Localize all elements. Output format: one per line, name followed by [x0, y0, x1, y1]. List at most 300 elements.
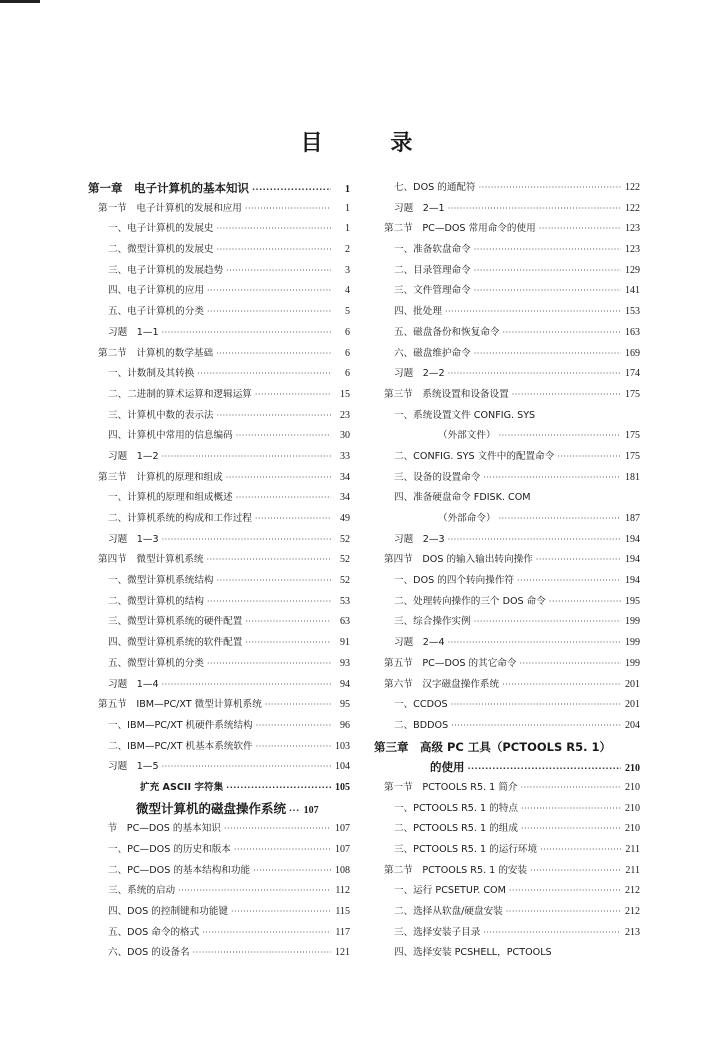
toc-entry-page: 210 — [625, 802, 640, 814]
toc-entry — [374, 323, 640, 344]
toc-entry-page: 95 — [340, 699, 350, 711]
toc-entry-title: 五、DOS 命令的格式 — [108, 926, 200, 938]
toc-entry-title: 第一节 PCTOOLS R5. 1 简介 — [384, 781, 518, 793]
page-title: 目 录 — [300, 131, 443, 156]
toc-entry-title: 习题 1—1 — [108, 326, 159, 338]
toc-entry-title: 第一节 电子计算机的发展和应用 — [98, 202, 242, 214]
toc-entry — [374, 261, 640, 282]
toc-entry — [374, 633, 640, 654]
toc-entry-title: 四、微型计算机系统的软件配置 — [108, 637, 243, 649]
toc-entry-title: 三、微型计算机系统的硬件配置 — [108, 616, 243, 628]
toc-entry-page: 6 — [345, 326, 350, 338]
toc-entry-page: 212 — [625, 885, 640, 897]
toc-entry — [88, 654, 350, 675]
leader-dots — [197, 364, 331, 385]
toc-entry-page: 153 — [625, 306, 640, 318]
toc-entry-page: 211 — [625, 864, 640, 876]
toc-entry-page: 52 — [340, 575, 350, 587]
toc-entry-title: 二、微型计算机的发展史 — [108, 244, 214, 256]
toc-entry-page: 93 — [340, 657, 350, 669]
toc-entry-page: 194 — [625, 575, 640, 587]
toc-entry-page: 6 — [345, 347, 350, 359]
toc-entry-title: 五、电子计算机的分类 — [108, 306, 204, 318]
toc-entry-page: 103 — [335, 740, 350, 752]
toc-entry-title: 四、DOS 的控制键和功能键 — [108, 906, 229, 918]
toc-entry-title: 一、微型计算机系统结构 — [108, 575, 214, 587]
leader-dots — [256, 716, 331, 737]
toc-entry — [374, 695, 640, 716]
toc-entry-title: 二、二进制的算术运算和逻辑运算 — [108, 388, 252, 400]
toc-entry-title: 四、电子计算机的应用 — [108, 285, 204, 297]
toc-entry — [88, 323, 350, 344]
toc-entry-page: 1 — [345, 223, 350, 235]
toc-entry-page: 212 — [625, 906, 640, 918]
toc-entry-page: 1 — [345, 202, 350, 214]
leader-dots — [509, 881, 621, 902]
toc-entry — [88, 840, 350, 861]
toc-entry-page: 195 — [625, 595, 640, 607]
leader-dots — [499, 426, 621, 447]
toc-entry-title: 第二节 计算机的数学基础 — [98, 347, 214, 359]
toc-entry-title: 第一章 电子计算机的基本知识 — [88, 181, 249, 195]
toc-entry-page: 175 — [625, 430, 640, 442]
leader-dots — [451, 716, 621, 737]
toc-entry-title: 一、计数制及其转换 — [108, 368, 195, 380]
leader-dots — [512, 385, 621, 406]
leader-dots — [474, 281, 621, 302]
toc-entry-page: 1 — [345, 184, 350, 195]
toc-entry — [88, 281, 350, 302]
toc-entry-title: 五、微型计算机的分类 — [108, 657, 204, 669]
toc-entry — [374, 364, 640, 385]
toc-entry-title: 习题 1—3 — [108, 533, 159, 545]
leader-dots — [226, 468, 331, 489]
leader-dots — [217, 240, 331, 261]
leader-dots — [255, 509, 331, 530]
leader-dots — [474, 261, 621, 282]
toc-entry — [374, 509, 640, 530]
toc-entry-title: 四、准备硬盘命令 FDISK. COM — [394, 492, 531, 504]
toc-entry — [374, 447, 640, 468]
toc-entry-title: 二、IBM—PC/XT 机基本系统软件 — [108, 740, 253, 752]
leader-dots — [499, 509, 621, 530]
leader-dots — [445, 302, 621, 323]
toc-entry-page: 34 — [340, 471, 350, 483]
toc-entry — [374, 488, 640, 509]
toc-entry-page: 210 — [625, 823, 640, 835]
toc-entry-page: 210 — [625, 763, 640, 775]
leader-dots — [474, 240, 621, 261]
toc-entry — [88, 799, 350, 820]
toc-entry — [374, 468, 640, 489]
toc-entry-page: 187 — [625, 513, 640, 524]
leader-dots — [520, 654, 622, 675]
toc-entry-page: 49 — [340, 513, 350, 524]
toc-entry-page: 2 — [345, 244, 350, 256]
leader-dots — [217, 406, 331, 427]
leader-dots — [207, 302, 331, 323]
toc-entry-page: 52 — [340, 533, 350, 545]
toc-entry — [88, 675, 350, 696]
toc-entry — [374, 675, 640, 696]
toc-entry-title: 微型计算机的磁盘操作系统 — [136, 800, 287, 816]
toc-entry-title: 第四节 微型计算机系统 — [98, 554, 204, 566]
toc-entry — [88, 778, 350, 799]
toc-entry — [88, 861, 350, 882]
toc-entry-title: 六、DOS 的设备名 — [108, 947, 190, 959]
toc-entry — [374, 799, 640, 820]
toc-entry-page: 213 — [625, 926, 640, 938]
toc-entry-page: 94 — [340, 678, 350, 690]
toc-entry-title: 二、BDDOS — [394, 719, 449, 731]
leader-dots — [207, 281, 331, 302]
leader-dots — [448, 530, 621, 551]
leader-dots — [517, 571, 621, 592]
toc-entry — [374, 902, 640, 923]
toc-entry-title: 第二节 PC—DOS 常用命令的使用 — [384, 223, 536, 235]
toc-entry — [88, 426, 350, 447]
toc-entry — [374, 426, 640, 447]
toc-entry-title: 三、PCTOOLS R5. 1 的运行环境 — [394, 844, 538, 855]
toc-entry-title: 一、计算机的原理和组成概述 — [108, 492, 233, 504]
toc-entry-page: 5 — [345, 306, 350, 318]
toc-entry-page: 15 — [340, 388, 350, 400]
toc-entry-page: 194 — [625, 554, 640, 566]
toc-entry — [374, 757, 640, 778]
toc-entry — [374, 612, 640, 633]
toc-entry-title: 二、CONFIG. SYS 文件中的配置命令 — [394, 450, 555, 462]
leader-dots — [231, 902, 331, 923]
toc-entry-title: 三、设备的设置命令 — [394, 471, 481, 483]
toc-entry — [374, 281, 640, 302]
toc-entry-title: 二、微型计算机的结构 — [108, 595, 204, 607]
leader-dots — [256, 737, 331, 758]
toc-entry — [88, 737, 350, 758]
toc-entry-page: 210 — [625, 781, 640, 793]
toc-entry-page: 169 — [625, 347, 640, 359]
leader-dots — [253, 861, 331, 882]
toc-entry-title: 三、文件管理命令 — [394, 285, 471, 297]
toc-entry-title: 第五节 PC—DOS 的其它命令 — [384, 657, 517, 669]
toc-entry-page: 204 — [625, 719, 640, 731]
toc-entry — [374, 840, 640, 861]
toc-entry-title: （外部文件） — [438, 430, 496, 442]
leader-dots — [521, 819, 621, 840]
leader-dots — [521, 778, 621, 799]
toc-entry — [374, 240, 640, 261]
toc-entry-title: 第三节 计算机的原理和组成 — [98, 471, 223, 483]
toc-entry-title: 五、磁盘备份和恢复命令 — [394, 326, 500, 338]
toc-entry-title: 六、磁盘维护命令 — [394, 347, 471, 359]
toc-entry-title: 习题 1—4 — [108, 678, 159, 690]
leader-dots — [245, 612, 331, 633]
leader-dots — [162, 530, 331, 551]
toc-entry-title: 一、PC—DOS 的历史和版本 — [108, 844, 231, 855]
leader-dots — [224, 819, 331, 840]
toc-entry — [374, 778, 640, 799]
toc-entry — [88, 178, 350, 199]
toc-entry-title: 一、运行 PCSETUP. COM — [394, 885, 506, 897]
toc-entry-title: 一、系统设置文件 CONFIG. SYS — [394, 409, 536, 421]
toc-entry-title: 一、CCDOS — [394, 699, 448, 711]
toc-entry-title: 二、目录管理命令 — [394, 264, 471, 276]
leader-dots — [539, 219, 621, 240]
toc-entry-title: 第二节 PCTOOLS R5. 1 的安装 — [384, 864, 528, 876]
toc-entry — [88, 468, 350, 489]
toc-entry-title: 三、综合操作实例 — [394, 616, 471, 628]
toc-entry — [88, 612, 350, 633]
toc-entry-page: 34 — [340, 492, 350, 504]
toc-entry-title: 一、DOS 的四个转向操作符 — [394, 575, 515, 587]
leader-dots — [162, 447, 331, 468]
leader-dots — [217, 219, 331, 240]
toc-entry-title: 二、PCTOOLS R5. 1 的组成 — [394, 823, 518, 835]
toc-entry — [374, 344, 640, 365]
toc-entry-title: 二、处理转向操作的三个 DOS 命令 — [394, 595, 546, 607]
toc-entry — [374, 881, 640, 902]
toc-entry-page: 105 — [335, 781, 350, 793]
leader-dots — [255, 385, 331, 406]
leader-dots — [557, 447, 621, 468]
toc-entry-title: 一、IBM—PC/XT 机硬件系统结构 — [108, 719, 253, 731]
toc-entry-page: 121 — [335, 947, 350, 959]
toc-entry-page: 175 — [625, 388, 640, 400]
leader-dots — [236, 426, 331, 447]
toc-entry — [88, 344, 350, 365]
leader-dots — [226, 261, 331, 282]
leader-dots — [162, 757, 331, 778]
toc-entry-page: 63 — [340, 616, 350, 628]
leader-dots — [289, 801, 300, 822]
toc-entry-page: 6 — [345, 368, 350, 380]
toc-entry — [374, 923, 640, 944]
leader-dots — [448, 199, 621, 220]
leader-dots — [530, 861, 621, 882]
toc-entry-page: 112 — [335, 885, 350, 897]
leader-dots — [549, 592, 621, 613]
toc-entry-title: 第四节 DOS 的输入输出转向操作 — [384, 554, 533, 566]
toc-entry — [374, 943, 640, 964]
toc-entry — [88, 819, 350, 840]
leader-dots — [245, 633, 331, 654]
toc-entry — [88, 199, 350, 220]
toc-entry — [88, 571, 350, 592]
toc-entry-title: 四、批处理 — [394, 306, 442, 318]
toc-entry — [88, 695, 350, 716]
toc-entry-page: 181 — [625, 471, 640, 483]
toc-entry-page: 201 — [625, 699, 640, 711]
toc-entry — [374, 571, 640, 592]
toc-entry — [374, 550, 640, 571]
toc-entry-page: 96 — [340, 719, 350, 731]
toc-entry — [88, 302, 350, 323]
toc-entry — [88, 509, 350, 530]
leader-dots — [162, 323, 331, 344]
toc-entry — [374, 737, 640, 758]
toc-entry-title: 第六节 汉字磁盘操作系统 — [384, 678, 500, 690]
toc-entry-page: 194 — [625, 533, 640, 545]
toc-entry-page: 123 — [625, 244, 640, 256]
leader-dots — [207, 550, 331, 571]
toc-entry — [374, 302, 640, 323]
leader-dots — [193, 943, 331, 964]
leader-dots — [503, 323, 621, 344]
leader-dots — [506, 902, 621, 923]
scan-mark — [0, 0, 40, 3]
toc-entry-title: 习题 1—5 — [108, 761, 159, 773]
toc-entry — [88, 406, 350, 427]
toc-entry — [88, 902, 350, 923]
toc-entry — [374, 530, 640, 551]
leader-dots — [234, 840, 331, 861]
toc-entry-title: 的使用 — [430, 760, 465, 775]
leader-dots — [178, 881, 331, 902]
toc-entry — [88, 530, 350, 551]
toc-entry-title: 一、电子计算机的发展史 — [108, 223, 214, 235]
leader-dots — [236, 488, 331, 509]
toc-entry-page: 107 — [335, 844, 350, 855]
toc-entry — [374, 654, 640, 675]
leader-dots — [217, 571, 331, 592]
toc-entry-title: 四、选择安装 PCSHELL，PCTOOLS — [394, 947, 552, 959]
toc-entry — [88, 943, 350, 964]
toc-entry-page: 107 — [303, 804, 319, 816]
leader-dots — [536, 550, 621, 571]
leader-dots — [483, 923, 621, 944]
toc-entry — [374, 406, 640, 427]
toc-entry — [88, 633, 350, 654]
toc-entry-page: 174 — [625, 368, 640, 380]
toc-entry — [374, 178, 640, 199]
toc-entry — [88, 757, 350, 778]
toc-entry-title: 习题 2—1 — [394, 202, 445, 214]
toc-entry-title: 第三章 高级 PC 工具（PCTOOLS R5. 1） — [374, 739, 611, 754]
toc-entry-page: 30 — [340, 430, 350, 442]
toc-entry-page: 104 — [335, 761, 350, 773]
toc-entry-page: 175 — [625, 450, 640, 462]
toc-entry — [88, 240, 350, 261]
toc-entry-page: 53 — [340, 595, 350, 607]
toc-entry-page: 141 — [625, 285, 640, 297]
leader-dots — [521, 799, 621, 820]
toc-entry — [88, 261, 350, 282]
toc-entry-page: 117 — [335, 926, 350, 938]
toc-entry — [88, 364, 350, 385]
leader-dots — [540, 840, 621, 861]
toc-entry-page: 163 — [625, 326, 640, 338]
toc-entry-page: 3 — [345, 264, 350, 276]
toc-entry — [88, 923, 350, 944]
toc-entry-title: 四、计算机中常用的信息编码 — [108, 430, 233, 442]
toc-entry-title: 三、电子计算机的发展趋势 — [108, 264, 224, 276]
toc-entry-page: 199 — [625, 637, 640, 649]
toc-entry — [374, 592, 640, 613]
toc-entry-title: 七、DOS 的通配符 — [394, 182, 476, 193]
toc-entry — [88, 447, 350, 468]
toc-entry-title: 三、计算机中数的表示法 — [108, 409, 214, 421]
toc-entry-page: 108 — [335, 864, 350, 876]
toc-entry-page: 211 — [625, 844, 640, 855]
leader-dots — [252, 180, 331, 201]
leader-dots — [474, 344, 621, 365]
toc-entry-title: 习题 2—3 — [394, 533, 445, 545]
toc-entry-page: 107 — [335, 823, 350, 835]
toc-entry-title: 三、系统的启动 — [108, 885, 176, 897]
toc-entry-title: （外部命令） — [438, 513, 496, 524]
toc-entry-title: 习题 2—4 — [394, 637, 445, 649]
leader-dots — [468, 759, 622, 780]
toc-entry-page: 123 — [625, 223, 640, 235]
toc-entry-page: 52 — [340, 554, 350, 566]
toc-entry-page: 23 — [340, 409, 350, 421]
toc-entry-page: 129 — [625, 264, 640, 276]
leader-dots — [479, 178, 621, 199]
toc-entry-title: 节 PC—DOS 的基本知识 — [98, 823, 221, 835]
toc-entry-title: 一、PCTOOLS R5. 1 的特点 — [394, 802, 518, 814]
toc-entry — [374, 819, 640, 840]
toc-entry-title: 二、PC—DOS 的基本结构和功能 — [108, 864, 251, 876]
toc-entry-page: 115 — [335, 906, 350, 918]
toc-entry — [88, 592, 350, 613]
toc-entry-page: 122 — [625, 182, 640, 193]
toc-entry-page: 122 — [625, 202, 640, 214]
leader-dots — [207, 592, 331, 613]
toc-entry — [88, 550, 350, 571]
toc-entry-page: 199 — [625, 657, 640, 669]
toc-entry-title: 三、选择安装子目录 — [394, 926, 481, 938]
leader-dots — [474, 612, 621, 633]
toc-entry-title: 二、计算机系统的构成和工作过程 — [108, 513, 252, 524]
toc-entry-title: 一、准备软盘命令 — [394, 244, 471, 256]
leader-dots — [207, 654, 331, 675]
toc-entry — [374, 861, 640, 882]
toc-entry-title: 二、选择从软盘/硬盘安装 — [394, 906, 503, 918]
toc-entry — [374, 716, 640, 737]
toc-entry — [88, 385, 350, 406]
toc-entry-page: 199 — [625, 616, 640, 628]
toc-entry-page: 201 — [625, 678, 640, 690]
toc-entry — [88, 716, 350, 737]
toc-entry — [374, 385, 640, 406]
leader-dots — [162, 675, 331, 696]
toc-entry — [374, 199, 640, 220]
leader-dots — [451, 695, 621, 716]
toc-entry-title: 习题 1—2 — [108, 450, 159, 462]
toc-left-column — [88, 178, 350, 964]
toc-entry-page: 4 — [345, 285, 350, 297]
leader-dots — [245, 199, 331, 220]
leader-dots — [448, 633, 621, 654]
leader-dots — [502, 675, 621, 696]
toc-right-column — [374, 178, 640, 964]
toc-entry — [88, 881, 350, 902]
leader-dots — [265, 695, 331, 716]
toc-entry-title: 扩充 ASCII 字符集 — [140, 781, 224, 793]
leader-dots — [216, 344, 331, 365]
leader-dots — [202, 923, 331, 944]
toc-entry-title: 第五节 IBM—PC/XT 微型计算机系统 — [98, 699, 262, 711]
toc-entry-page: 33 — [340, 450, 350, 462]
toc-entry — [88, 219, 350, 240]
toc-entry — [88, 488, 350, 509]
toc-entry — [374, 219, 640, 240]
leader-dots — [226, 778, 331, 799]
toc-entry-page: 91 — [340, 637, 350, 649]
toc-entry-title: 第三节 系统设置和设备设置 — [384, 388, 509, 400]
leader-dots — [448, 364, 621, 385]
leader-dots — [483, 468, 621, 489]
toc-entry-title: 习题 2—2 — [394, 368, 445, 380]
